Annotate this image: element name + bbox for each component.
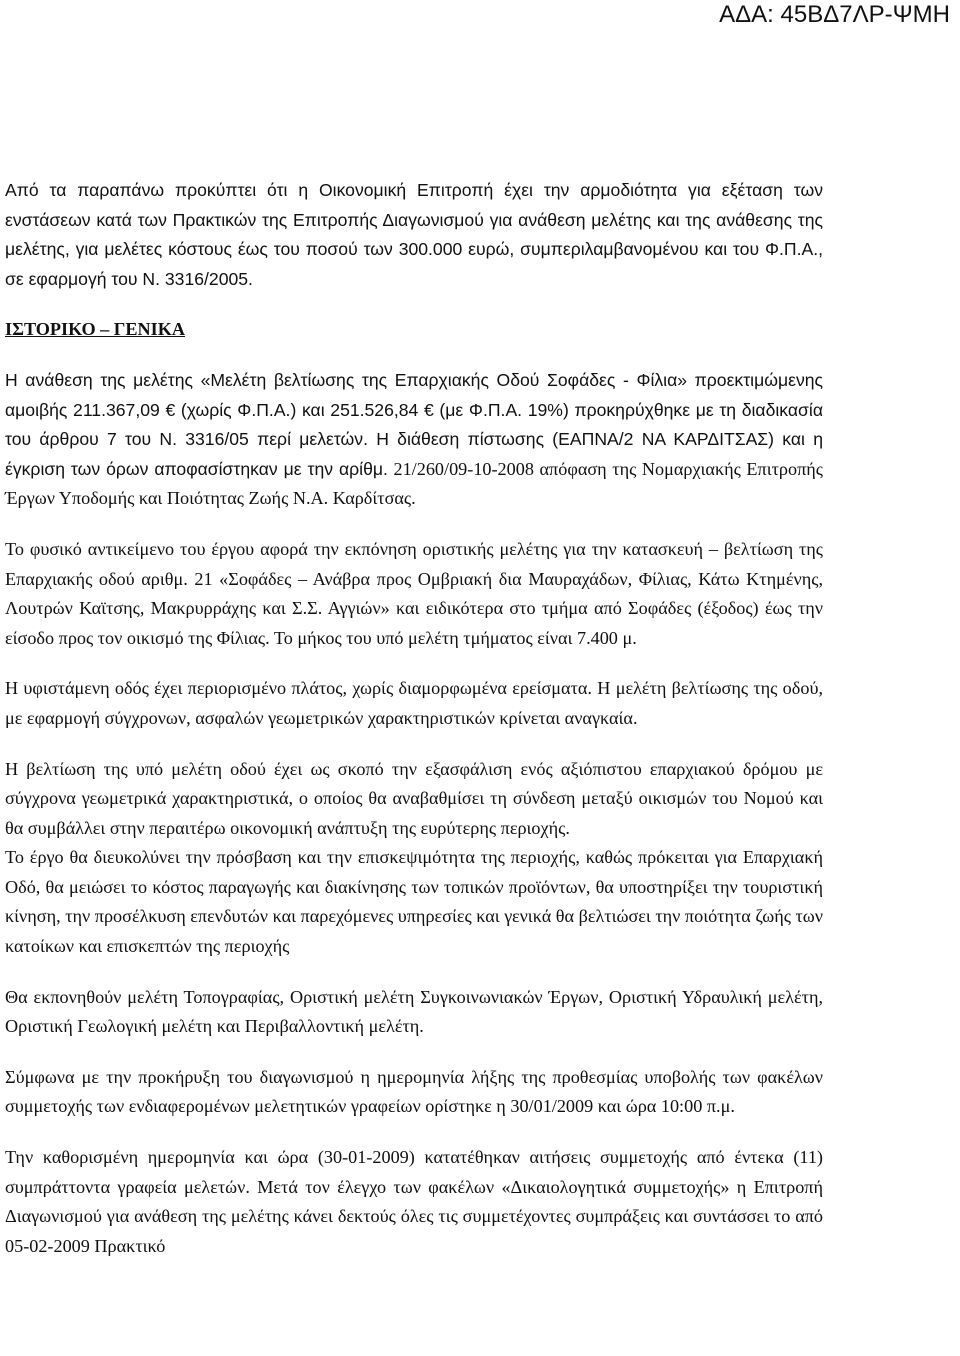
paragraph-purpose: Η βελτίωση της υπό μελέτη οδού έχει ως σκοπό την εξασφάλιση ενός αξιόπιστου επαρχιακού δρόμου με σύγχρονα γεωμετρικά χαρακτηριστικά, ο οποίος θα αναβαθμίσει τη σύνδεση μεταξύ οικισμών του Νομού και θα συμβάλλει στην περαιτέρω οικονομική ανάπτυξη της ευρύτερης περιοχής. (5, 758, 823, 838)
paragraph-benefits: Το έργο θα διευκολύνει την πρόσβαση και την επισκεψιμότητα της περιοχής, καθώς πρόκειται για Επαρχιακή Οδό, θα μειώσει το κόστος παραγωγής και διακίνησης των τοπικών προϊόντων, θα υποστηρίξει την τουριστική κίνηση, την προσέλκυση επενδυτών και παρεχόμενες υπηρεσίες και γενικά θα βελτιώσει την ποιότητα ζωής των κατοίκων και επισκεπτών της περιοχής (5, 847, 823, 957)
paragraph-assignment (5, 366, 823, 514)
paragraph-subject: Το φυσικό αντικείμενο του έργου αφορά την εκπόνηση οριστικής μελέτης για την κατασκευή – βελτίωση της Επαρχιακής οδού αριθμ. 21 «Σοφάδες – Ανάβρα προς Ομβριακή δια Μαυραχάδων, Φίλιας, Κάτω Κτημένης, Λουτρών Καϊτσης, Μακρυρράχης και Σ.Σ. Αγγιών» και ειδικότερα στο τμήμα από Σοφάδες (έξοδος) έως την είσοδο προς τον οικισμό της Φίλιας. Το μήκος του υπό μελέτη τμήματος είναι 7.400 μ. (5, 538, 823, 648)
document-body (5, 176, 823, 1261)
paragraph-assignment-serif: 21/260/09-10-2008 απόφαση της Νομαρχιακής Επιτροπής Έργων Υποδομής και Ποιότητας Ζωής Ν.Α. Καρδίτσας. (5, 458, 823, 509)
ada-code: ΑΔΑ: 45ΒΔ7ΛΡ-ΨΜΗ (719, 1, 950, 28)
paragraph-authority: Από τα παραπάνω προκύπτει ότι η Οικονομική Επιτροπή έχει την αρμοδιότητα για εξέταση των ενστάσεων κατά των Πρακτικών της Επιτροπής Διαγωνισμού για ανάθεση μελέτης και της ανάθεσης της μελέτης, για μελέτες κόστους έως του ποσού των 300.000 ευρώ, συμπεριλαμβανομένου και του Φ.Π.Α., σε εφαρμογή του Ν. 3316/2005. (5, 180, 823, 289)
paragraph-deadline: Σύμφωνα με την προκήρυξη του διαγωνισμού η ημερομηνία λήξης της προθεσμίας υποβολής των φακέλων συμμετοχής των ενδιαφερομένων μελετητικών γραφείων ορίστηκε η 30/01/2009 και ώρα 10:00 π.μ. (5, 1066, 823, 1117)
paragraph-submissions: Την καθορισμένη ημερομηνία και ώρα (30-01-2009) κατατέθηκαν αιτήσεις συμμετοχής από έντεκα (11) συμπράττοντα γραφεία μελετών. Μετά τον έλεγχο των φακέλων «Δικαιολογητικά συμμετοχής» η Επιτροπή Διαγωνισμού για ανάθεση της μελέτης κάνει δεκτούς όλες τις συμμετέχοντες συμπράξεις και συντάσσει το από 05-02-2009 Πρακτικό (5, 1147, 823, 1256)
paragraph-assignment-sans: Η ανάθεση της μελέτης «Μελέτη βελτίωσης της Επαρχιακής Οδού Σοφάδες - Φίλια» προεκτιμώμενης αμοιβής 211.367,09 € (χωρίς Φ.Π.Α.) και 251.526,84 € (με Φ.Π.Α. 19%) προκηρύχθηκε με τη διαδικασία του άρθρου 7 του Ν. 3316/05 περί μελετών. Η διάθεση πίστωσης (ΕΑΠΝΑ/2 ΝΑ ΚΑΡΔΙΤΣΑΣ) και η έγκριση των όρων αποφασίστηκαν με την αρίθμ. (5, 369, 823, 479)
paragraph-existing-road: Η υφιστάμενη οδός έχει περιορισμένο πλάτος, χωρίς διαμορφωμένα ερείσματα. Η μελέτη βελτίωσης της οδού, με εφαρμογή σύγχρονων, ασφαλών γεωμετρικών χαρακτηριστικών κρίνεται αναγκαία. (5, 678, 823, 728)
section-heading: ΙΣΤΟΡΙΚΟ – ΓΕΝΙΚΑ (5, 319, 186, 340)
paragraph-studies: Θα εκπονηθούν μελέτη Τοπογραφίας, Οριστική μελέτη Συγκοινωνιακών Έργων, Οριστική Υδραυλική μελέτη, Οριστική Γεωλογική μελέτη και Περιβαλλοντική μελέτη. (5, 986, 823, 1037)
